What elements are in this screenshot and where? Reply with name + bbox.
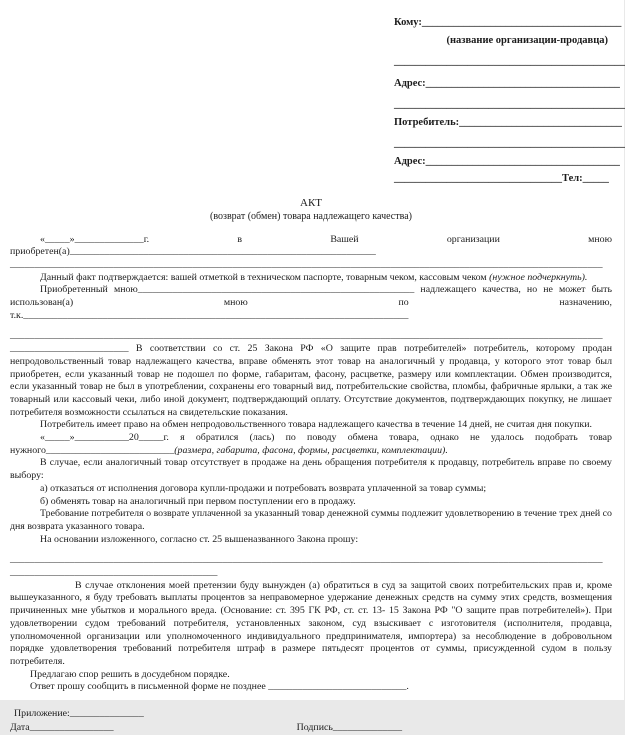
blank-rule: ____________________________________________ [394, 138, 625, 149]
document-subtitle: (возврат (обмен) товара надлежащего качества) [210, 210, 412, 222]
blank-rule: ____________________________________________ [394, 56, 625, 67]
reason-line: т.к.______________________________________________________________________________ [10, 309, 409, 321]
law-article25-paragraph: ________________________ В соответствии со ст. 25 Закона РФ «О защите прав потребителей» потребитель, которому продан непродовольственный товар надлежащего качества, вправе обменять этот товар на аналогичный у продавца, у которого этот товар был приобретен, если указанный товар не подошел по форме, габаритам, фасону, расцветке, размеру или комплектации. Обмен производится, если указанный товар не был в употреблении, сохранены его товарный вид, потребительские свойства, пломбы, фабричные ярлыки, а так же товарный или кассовый чеки, либо иной документ, подтверждающий оплату. Отсутствие документов, подтверждающих покупку, не лишает потребителя возможности ссылаться на свидетельские показания. [10, 343, 612, 418]
field-komu: Кому:______________________________________ [394, 17, 622, 28]
blank-rule-partial: __________________________________________ [10, 567, 218, 579]
field-consumer: Потребитель:_______________________________ [394, 116, 622, 128]
not-usable-line: использован(а) мною по назначению, [10, 297, 612, 309]
org-seller-caption: (название организации-продавца) [446, 34, 608, 46]
signature-field: Подпись______________ [296, 721, 403, 733]
size-options-italic: (размера, габарита, фасона, формы, расцветки, комплектации). [174, 444, 448, 456]
field-address-seller: Адрес:_____________________________________ [394, 77, 620, 89]
date-field: Дата_________________ [10, 721, 114, 733]
blank-rule: ____________________________________________ [394, 99, 625, 110]
needed-size-line [10, 445, 612, 458]
underline-note-italic: (нужное подчеркнуть). [489, 271, 588, 283]
exchange-right-paragraph: Потребитель имеет право на обмен непродовольственного товара надлежащего качества в течение 14 дней, не считая дня покупки. [40, 419, 592, 431]
field-phone: ________________________________Тел:_____ [394, 173, 609, 184]
pretrial-settlement-line: Предлагаю спор решить в досудебном порядке. [30, 668, 230, 680]
purchased-item-line: приобретен(а)______________________________________________________________ [10, 246, 376, 258]
field-address-consumer: Адрес:_____________________________________ [394, 155, 620, 167]
document-title: АКТ [300, 196, 322, 209]
refund-term-paragraph: Требование потребителя о возврате уплаченной за указанный товар денежной суммы подлежит удовлетворению в течение трех дней со дня возврата указанного товара. [10, 508, 612, 532]
no-analog-paragraph: В случае, если аналогичный товар отсутствует в продаже на день обращения потребителя к продавцу, потребитель вправе по своему выбору: [10, 457, 612, 482]
court-warning-paragraph: В случае отклонения моей претензии буду вынужден (а) обратиться в суд за защитой своих потребительских прав и, кроме вышеуказанного, я буду требовать выплаты процентов за неправомерное удержание денежных средств на сумму этих средств, возмещения причиненных мне убытков и морального вреда. (Основание: ст. 395 ГК РФ, ст. ст. 13- 15 Закона РФ "О защите прав потребителей»). При удовлетворении судом требований потребителя, установленных законом, суд взыскивает с изготовителя (исполнителя, продавца, уполномоченной организации или уполномоченного индивидуального предпринимателя, импортера) за несоблюдение в добровольном порядке удовлетворения требований потребителя штраф в размере пятьдесят процентов от суммы, присужденной судом в пользу потребителя. [10, 579, 612, 667]
document-body [10, 234, 612, 735]
needed-size-text: нужного__________________________ [10, 444, 175, 456]
acquired-goods-line: Приобретенный мною________________________________________________________ надлежащего качества, но не может быть [40, 284, 612, 296]
option-b-line: б) обменять товар на аналогичный при первом поступлении его в продажу. [40, 495, 356, 507]
option-a-line: а) отказаться от исполнения договора купли-продажи и потребовать возврата уплаченной за товар суммы; [40, 482, 487, 494]
purchase-date-line: «_____»______________г. в Вашей организации мною [40, 233, 612, 245]
signature-row [10, 722, 612, 735]
reply-deadline-line: Ответ прошу сообщить в письменной форме не позднее ____________________________. [30, 681, 409, 693]
blank-rule: ________________________________________________________________________________________________________________________ [10, 330, 603, 342]
attachment-line: Приложение:_______________ [14, 708, 144, 720]
blank-rule: ________________________________________________________________________________________________________________________ [10, 554, 603, 566]
exchange-request-date-line: «_____»___________20_____г. я обратился (лась) по поводу обмена товара, однако не удалось подобрать товар [40, 432, 612, 444]
confirmation-text: Данный факт подтверждается: вашей отметкой в техническом паспорте, товарным чеком, кассовым чеком [40, 271, 487, 283]
recipient-block [394, 14, 625, 188]
confirmation-paragraph [10, 272, 612, 285]
blank-rule: ________________________________________________________________________________________________________________________ [10, 258, 603, 270]
request-intro-line: На основании изложенного, согласно ст. 25 вышеназванного Закона прошу: [40, 533, 359, 545]
